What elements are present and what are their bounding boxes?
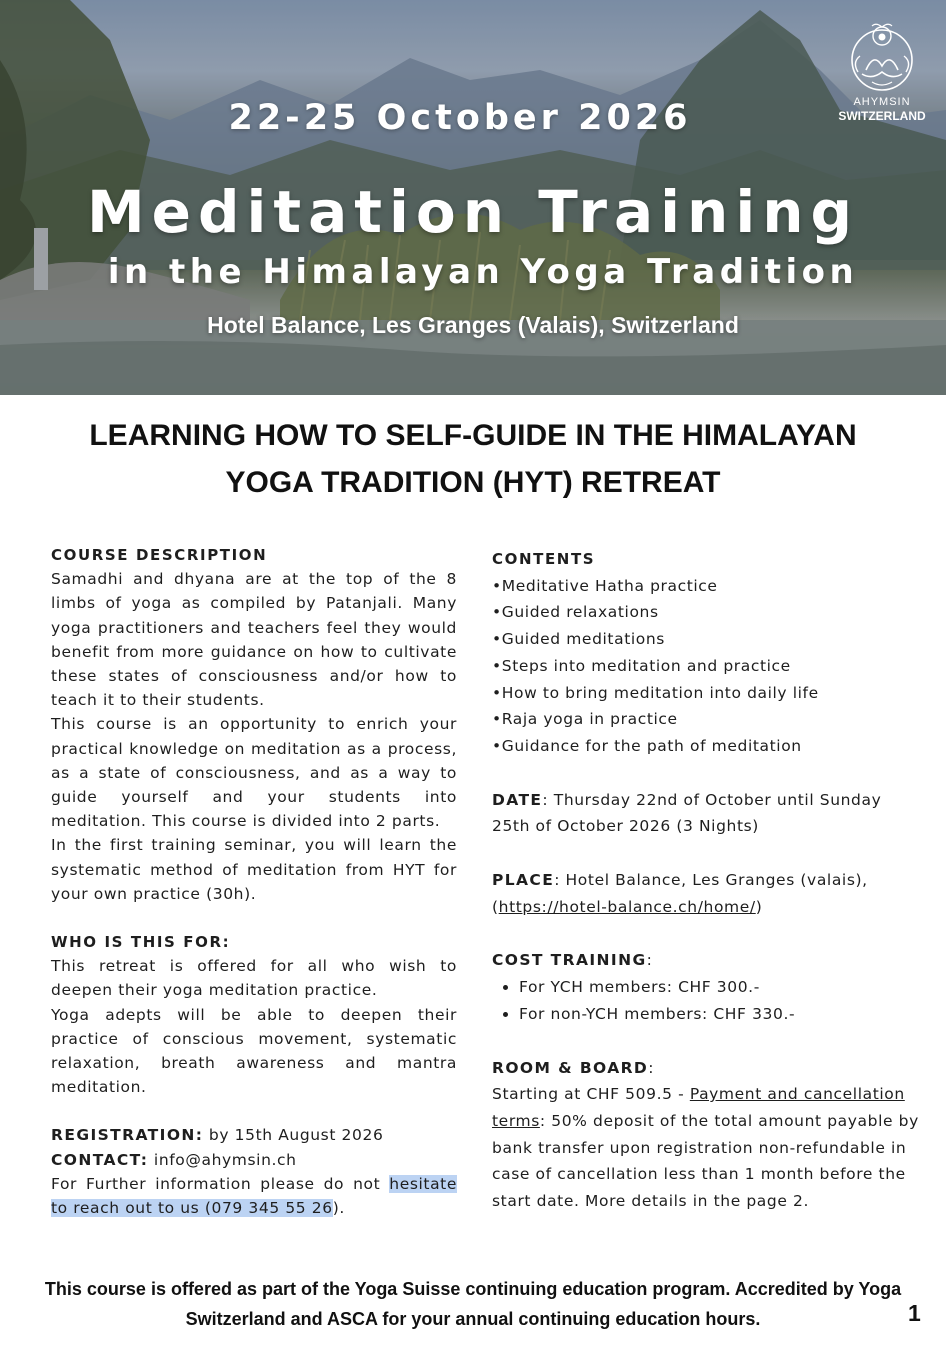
contents-list xyxy=(492,573,922,760)
further-info xyxy=(51,1172,457,1220)
room-board-text xyxy=(492,1081,922,1215)
hero-location: Hotel Balance, Les Granges (Valais), Switzerland xyxy=(207,312,739,338)
contents-heading: CONTENTS xyxy=(492,550,596,568)
logo-org-name: AHYMSIN xyxy=(853,96,911,108)
hero-title: Meditation Training xyxy=(86,178,860,246)
who-is-this-for-heading: WHO IS THIS FOR: xyxy=(51,933,231,952)
contents-item: • Meditative Hatha practice xyxy=(492,573,922,600)
hero-banner xyxy=(0,0,946,395)
registration-deadline: by 15th August 2026 xyxy=(203,1126,384,1145)
cost-label: COST TRAINING xyxy=(492,951,647,970)
cost-item: • For non-YCH members: CHF 330.- xyxy=(519,1001,922,1028)
contact-line xyxy=(51,1148,457,1172)
page-number: 1 xyxy=(908,1300,921,1326)
who-paragraph-1: This retreat is offered for all who wish to deepen their yoga meditation practice. xyxy=(51,957,457,1000)
footer-line-2: Switzerland and ASCA for your annual continuing education hours. xyxy=(185,1309,761,1329)
retreat-headline xyxy=(40,412,906,506)
contents-item: • Guided relaxations xyxy=(492,599,922,626)
headline-line-1: LEARNING HOW TO SELF-GUIDE IN THE HIMALAYAN xyxy=(89,419,857,452)
contents-item: • Steps into meditation and practice xyxy=(492,653,922,680)
contents-item: • Guidance for the path of meditation xyxy=(492,733,922,760)
course-paragraph-2: This course is an opportunity to enrich your practical knowledge on meditation as a process, as a state of consciousness, and as a way to guide yourself and your students into meditation. This course is divided into 2 parts. xyxy=(51,715,457,831)
logo-country: SWITZERLAND xyxy=(838,109,926,123)
registration-label: REGISTRATION: xyxy=(51,1126,204,1145)
headline-line-2: YOGA TRADITION (HYT) RETREAT xyxy=(225,466,721,499)
accreditation-footer xyxy=(20,1274,926,1334)
place-value: : Hotel Balance, Les Granges (valais), xyxy=(554,871,868,890)
place-paren-open: ( xyxy=(492,897,499,916)
who-paragraph-2: Yoga adepts will be able to deepen their practice of conscious movement, systematic relaxation, breath awareness and mantra meditation. xyxy=(51,1005,457,1097)
room-price: Starting at CHF 509.5 - xyxy=(492,1085,690,1104)
registration-line xyxy=(51,1123,457,1147)
course-paragraph-1: Samadhi and dhyana are at the top of the 8 limbs of yoga as compiled by Patanjali. Many yoga practitioners and teachers feel they would benefit from more guidance on how to cultivate these states of consciousness and/or how to teach it to their students. xyxy=(51,570,457,710)
date-label: DATE xyxy=(492,790,543,809)
room-board-colon: : xyxy=(648,1058,655,1077)
contact-email[interactable]: info@ahymsin.ch xyxy=(148,1150,297,1169)
further-info-text: For Further information please do not xyxy=(51,1174,390,1193)
date-value: : Thursday 22nd of October until Sunday 25th of October 2026 (3 Nights) xyxy=(492,790,882,836)
contents-item: • Raja yoga in practice xyxy=(492,706,922,733)
cost-colon: : xyxy=(646,951,653,970)
date-info xyxy=(492,787,922,840)
room-board-info xyxy=(492,1055,922,1082)
cost-list xyxy=(492,974,922,1027)
cost-item: • For YCH members: CHF 300.- xyxy=(519,974,922,1001)
contents-item: • How to bring meditation into daily life xyxy=(492,680,922,707)
course-paragraph-3: In the first training seminar, you will learn the systematic method of meditation from HYT for your own practice (30h). xyxy=(51,836,457,903)
footer-line-1: This course is offered as part of the Yoga Suisse continuing education program. Accredited by Yoga xyxy=(44,1279,902,1299)
ahymsin-logo xyxy=(832,22,932,123)
hero-subtitle: in the Himalayan Yoga Tradition xyxy=(107,252,859,292)
selected-phone-text[interactable]: hesitate to reach out to us (079 345 55 26 xyxy=(51,1174,457,1218)
event-date: 22-25 October 2026 xyxy=(228,98,692,138)
contact-label: CONTACT: xyxy=(51,1150,149,1169)
right-column xyxy=(492,546,922,1215)
room-terms-text: : 50% deposit of the total amount payable by bank transfer upon registration non-refundable in case of cancellation less than 1 month before the start date. More details in the page 2. xyxy=(492,1111,919,1211)
lotus-emblem-icon xyxy=(846,22,918,96)
place-paren-close: ) xyxy=(755,897,763,916)
left-column xyxy=(51,543,457,1220)
contents-item: • Guided meditations xyxy=(492,626,922,653)
place-info xyxy=(492,867,922,920)
further-info-end: ). xyxy=(332,1199,345,1218)
place-label: PLACE xyxy=(492,871,555,890)
cost-info xyxy=(492,947,922,974)
hotel-website-link[interactable]: https://hotel-balance.ch/home/ xyxy=(498,897,756,916)
course-description-heading: COURSE DESCRIPTION xyxy=(51,546,268,564)
room-board-label: ROOM & BOARD xyxy=(492,1058,649,1077)
payment-terms-link[interactable]: Payment and cancellation terms xyxy=(492,1085,905,1130)
